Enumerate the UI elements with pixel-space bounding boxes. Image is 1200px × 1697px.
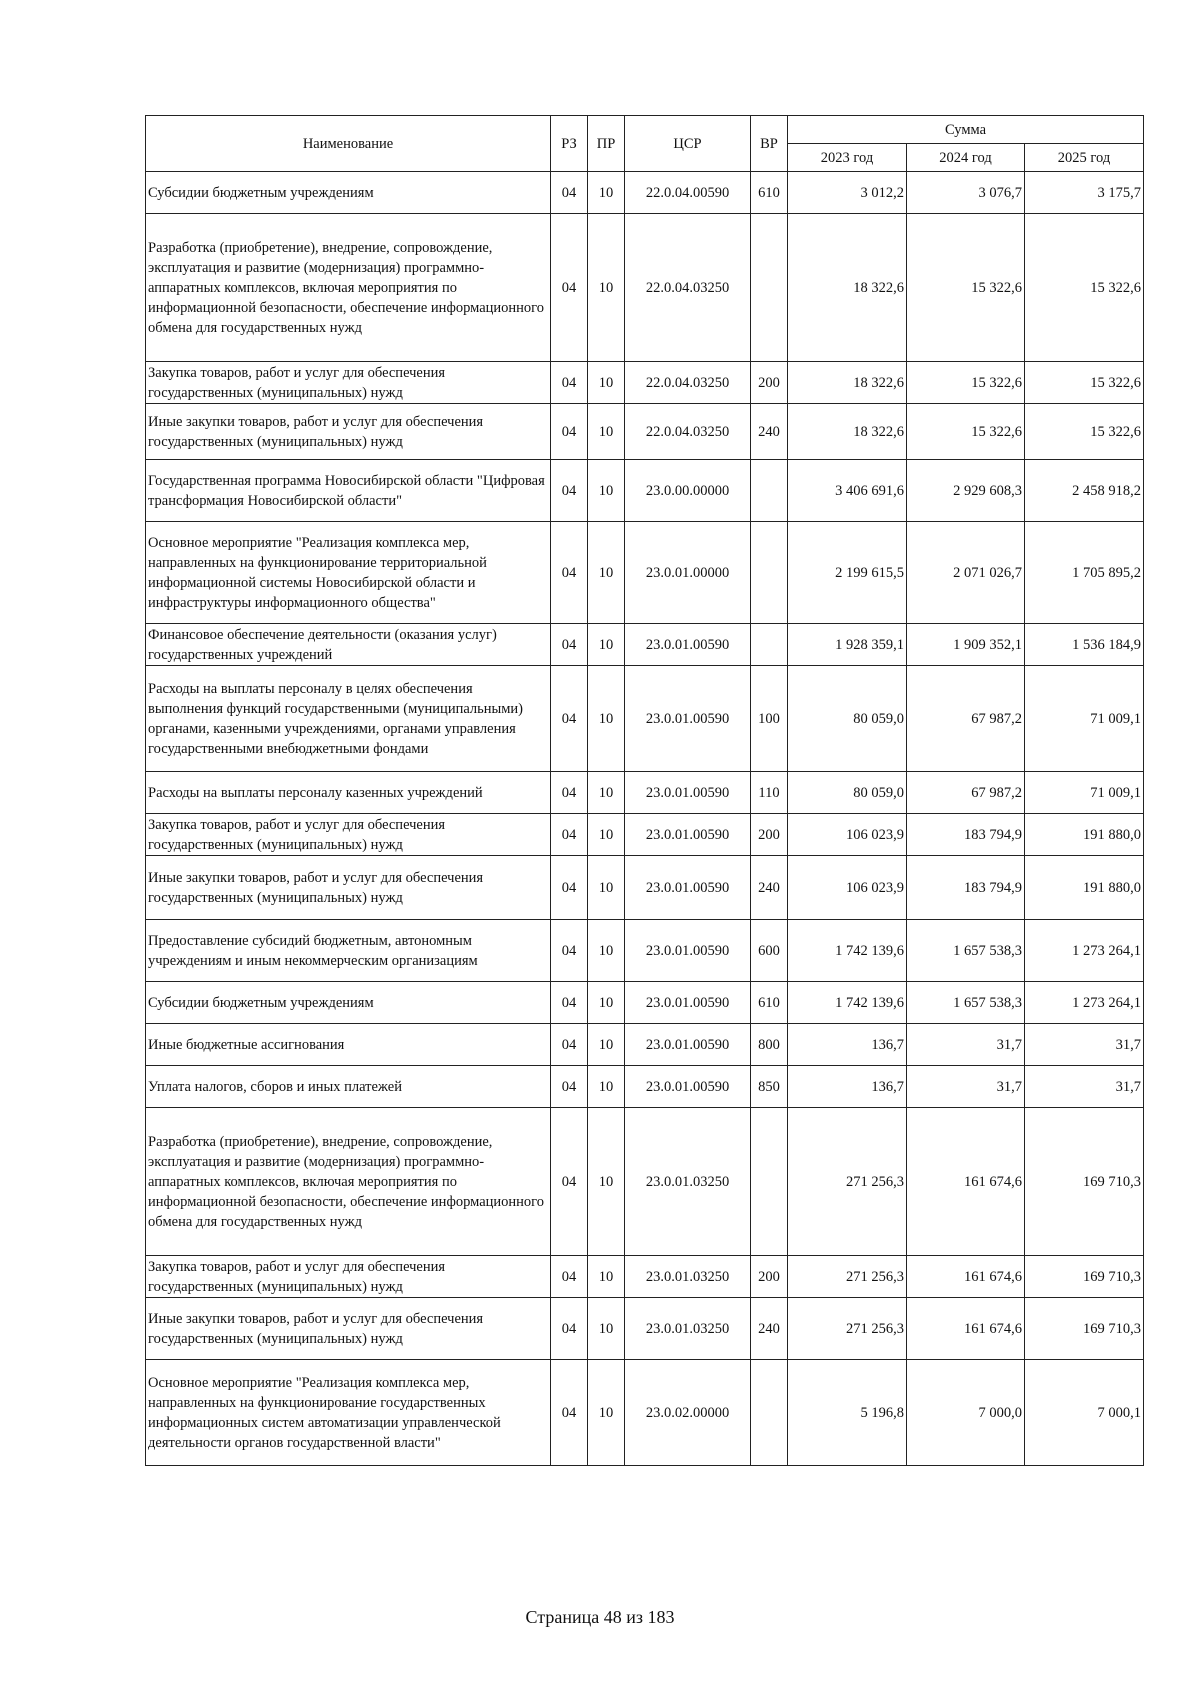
row-csr: 23.0.01.00590 [625,814,751,856]
row-vr: 200 [751,1256,788,1298]
row-name: Субсидии бюджетным учреждениям [146,172,551,214]
row-csr: 23.0.01.00590 [625,666,751,772]
row-rz: 04 [551,920,588,982]
row-rz: 04 [551,1108,588,1256]
row-pr: 10 [588,920,625,982]
row-sum-2024: 15 322,6 [907,214,1025,362]
row-sum-2025: 1 536 184,9 [1025,624,1144,666]
row-pr: 10 [588,1108,625,1256]
row-sum-2024: 1 909 352,1 [907,624,1025,666]
row-pr: 10 [588,460,625,522]
row-name: Иные закупки товаров, работ и услуг для обеспечения государственных (муниципальных) нужд [146,1298,551,1360]
row-sum-2023: 106 023,9 [788,856,907,920]
table-row [146,666,1144,772]
row-vr: 100 [751,666,788,772]
row-pr: 10 [588,982,625,1024]
row-vr [751,624,788,666]
row-sum-2023: 271 256,3 [788,1108,907,1256]
row-sum-2023: 1 742 139,6 [788,982,907,1024]
row-sum-2025: 191 880,0 [1025,856,1144,920]
page-number: Страница 48 из 183 [525,1607,675,1627]
row-sum-2023: 18 322,6 [788,214,907,362]
table-row [146,1108,1144,1256]
row-csr: 23.0.01.00590 [625,1066,751,1108]
row-vr: 850 [751,1066,788,1108]
row-sum-2023: 2 199 615,5 [788,522,907,624]
row-vr: 800 [751,1024,788,1066]
row-sum-2025: 1 273 264,1 [1025,920,1144,982]
row-sum-2024: 2 929 608,3 [907,460,1025,522]
row-sum-2024: 1 657 538,3 [907,920,1025,982]
row-sum-2023: 271 256,3 [788,1256,907,1298]
budget-table [145,115,1144,1466]
row-rz: 04 [551,362,588,404]
row-sum-2025: 191 880,0 [1025,814,1144,856]
header-pr: ПР [588,116,625,172]
row-sum-2024: 183 794,9 [907,814,1025,856]
row-sum-2023: 18 322,6 [788,404,907,460]
row-sum-2024: 161 674,6 [907,1256,1025,1298]
table-row [146,1024,1144,1066]
row-pr: 10 [588,522,625,624]
header-year-2023: 2023 год [788,144,907,172]
row-sum-2023: 1 742 139,6 [788,920,907,982]
row-csr: 23.0.01.03250 [625,1108,751,1256]
row-vr: 240 [751,1298,788,1360]
row-pr: 10 [588,1298,625,1360]
row-rz: 04 [551,214,588,362]
row-csr: 23.0.01.00590 [625,624,751,666]
row-name: Разработка (приобретение), внедрение, сопровождение, эксплуатация и развитие (модернизация) программно-аппаратных комплексов, включая мероприятия по информационной безопасности, обеспечение информационного обмена для государственных нужд [146,214,551,362]
row-sum-2023: 5 196,8 [788,1360,907,1466]
row-name: Разработка (приобретение), внедрение, сопровождение, эксплуатация и развитие (модернизация) программно-аппаратных комплексов, включая мероприятия по информационной безопасности, обеспечение информационного обмена для государственных нужд [146,1108,551,1256]
row-vr: 110 [751,772,788,814]
row-name: Иные закупки товаров, работ и услуг для обеспечения государственных (муниципальных) нужд [146,404,551,460]
row-name: Основное мероприятие "Реализация комплекса мер, направленных на функционирование государственных информационных систем автоматизации управленческой деятельности органов государственной власти" [146,1360,551,1466]
row-sum-2025: 1 705 895,2 [1025,522,1144,624]
table-row [146,1256,1144,1298]
row-vr: 240 [751,856,788,920]
row-csr: 23.0.02.00000 [625,1360,751,1466]
row-csr: 23.0.00.00000 [625,460,751,522]
table-row [146,1066,1144,1108]
header-vr: ВР [751,116,788,172]
row-sum-2024: 2 071 026,7 [907,522,1025,624]
row-rz: 04 [551,1360,588,1466]
row-vr: 240 [751,404,788,460]
row-sum-2024: 67 987,2 [907,666,1025,772]
row-name: Расходы на выплаты персоналу казенных учреждений [146,772,551,814]
table-row [146,172,1144,214]
table-row [146,1360,1144,1466]
row-csr: 22.0.04.03250 [625,362,751,404]
row-pr: 10 [588,214,625,362]
header-csr: ЦСР [625,116,751,172]
row-name: Расходы на выплаты персоналу в целях обеспечения выполнения функций государственными (муниципальными) органами, казенными учреждениями, органами управления государственными внебюджетными фондами [146,666,551,772]
header-name: Наименование [146,116,551,172]
table-row [146,214,1144,362]
header-rz: РЗ [551,116,588,172]
row-pr: 10 [588,1024,625,1066]
row-sum-2025: 2 458 918,2 [1025,460,1144,522]
row-name: Закупка товаров, работ и услуг для обеспечения государственных (муниципальных) нужд [146,362,551,404]
row-csr: 23.0.01.03250 [625,1298,751,1360]
row-sum-2025: 3 175,7 [1025,172,1144,214]
row-vr [751,460,788,522]
table-row [146,404,1144,460]
row-csr: 23.0.01.03250 [625,1256,751,1298]
row-rz: 04 [551,624,588,666]
row-pr: 10 [588,624,625,666]
row-pr: 10 [588,1256,625,1298]
row-rz: 04 [551,172,588,214]
row-csr: 22.0.04.03250 [625,214,751,362]
row-vr [751,1108,788,1256]
row-csr: 22.0.04.00590 [625,172,751,214]
row-rz: 04 [551,856,588,920]
row-name: Финансовое обеспечение деятельности (оказания услуг) государственных учреждений [146,624,551,666]
row-name: Государственная программа Новосибирской области "Цифровая трансформация Новосибирской области" [146,460,551,522]
row-pr: 10 [588,814,625,856]
row-sum-2023: 3 012,2 [788,172,907,214]
row-sum-2025: 31,7 [1025,1024,1144,1066]
row-sum-2023: 106 023,9 [788,814,907,856]
row-sum-2024: 67 987,2 [907,772,1025,814]
row-vr [751,522,788,624]
row-sum-2023: 3 406 691,6 [788,460,907,522]
row-rz: 04 [551,982,588,1024]
row-pr: 10 [588,362,625,404]
row-csr: 23.0.01.00590 [625,920,751,982]
row-rz: 04 [551,460,588,522]
row-sum-2025: 169 710,3 [1025,1298,1144,1360]
row-vr [751,1360,788,1466]
row-sum-2025: 169 710,3 [1025,1256,1144,1298]
row-sum-2024: 161 674,6 [907,1298,1025,1360]
row-sum-2023: 136,7 [788,1066,907,1108]
row-sum-2025: 1 273 264,1 [1025,982,1144,1024]
row-sum-2024: 15 322,6 [907,362,1025,404]
table-row [146,1298,1144,1360]
table-body [146,172,1144,1466]
row-sum-2025: 169 710,3 [1025,1108,1144,1256]
table-row [146,814,1144,856]
row-csr: 23.0.01.00590 [625,772,751,814]
row-name: Иные закупки товаров, работ и услуг для обеспечения государственных (муниципальных) нужд [146,856,551,920]
table-row [146,362,1144,404]
row-rz: 04 [551,1066,588,1108]
row-rz: 04 [551,522,588,624]
row-sum-2024: 31,7 [907,1066,1025,1108]
header-sum: Сумма [788,116,1144,144]
table-row [146,522,1144,624]
row-pr: 10 [588,1360,625,1466]
row-pr: 10 [588,856,625,920]
row-sum-2023: 80 059,0 [788,666,907,772]
row-pr: 10 [588,172,625,214]
row-vr: 600 [751,920,788,982]
row-csr: 23.0.01.00590 [625,856,751,920]
row-rz: 04 [551,814,588,856]
row-pr: 10 [588,772,625,814]
row-csr: 23.0.01.00590 [625,1024,751,1066]
row-sum-2024: 15 322,6 [907,404,1025,460]
header-year-2024: 2024 год [907,144,1025,172]
table-row [146,624,1144,666]
row-sum-2025: 31,7 [1025,1066,1144,1108]
row-name: Закупка товаров, работ и услуг для обеспечения государственных (муниципальных) нужд [146,814,551,856]
row-sum-2025: 15 322,6 [1025,404,1144,460]
row-name: Субсидии бюджетным учреждениям [146,982,551,1024]
row-sum-2024: 1 657 538,3 [907,982,1025,1024]
row-name: Закупка товаров, работ и услуг для обеспечения государственных (муниципальных) нужд [146,1256,551,1298]
row-sum-2025: 15 322,6 [1025,214,1144,362]
row-name: Предоставление субсидий бюджетным, автономным учреждениям и иным некоммерческим организациям [146,920,551,982]
row-rz: 04 [551,1256,588,1298]
row-name: Иные бюджетные ассигнования [146,1024,551,1066]
row-vr: 610 [751,982,788,1024]
row-pr: 10 [588,404,625,460]
row-sum-2025: 71 009,1 [1025,772,1144,814]
row-pr: 10 [588,666,625,772]
row-rz: 04 [551,1024,588,1066]
table-row [146,856,1144,920]
row-vr [751,214,788,362]
row-pr: 10 [588,1066,625,1108]
row-csr: 22.0.04.03250 [625,404,751,460]
row-rz: 04 [551,666,588,772]
row-csr: 23.0.01.00000 [625,522,751,624]
row-name: Основное мероприятие "Реализация комплекса мер, направленных на функционирование территориальной информационной системы Новосибирской области и инфраструктуры информационного общества" [146,522,551,624]
row-sum-2024: 3 076,7 [907,172,1025,214]
table-row [146,982,1144,1024]
row-name: Уплата налогов, сборов и иных платежей [146,1066,551,1108]
row-vr: 200 [751,814,788,856]
row-rz: 04 [551,772,588,814]
row-csr: 23.0.01.00590 [625,982,751,1024]
row-sum-2024: 161 674,6 [907,1108,1025,1256]
table-row [146,920,1144,982]
row-rz: 04 [551,404,588,460]
row-sum-2023: 80 059,0 [788,772,907,814]
row-sum-2023: 136,7 [788,1024,907,1066]
header-year-2025: 2025 год [1025,144,1144,172]
row-sum-2024: 31,7 [907,1024,1025,1066]
table-row [146,772,1144,814]
row-sum-2023: 18 322,6 [788,362,907,404]
row-vr: 610 [751,172,788,214]
row-vr: 200 [751,362,788,404]
row-sum-2024: 7 000,0 [907,1360,1025,1466]
row-sum-2024: 183 794,9 [907,856,1025,920]
row-sum-2025: 71 009,1 [1025,666,1144,772]
row-sum-2025: 15 322,6 [1025,362,1144,404]
row-sum-2025: 7 000,1 [1025,1360,1144,1466]
table-row [146,460,1144,522]
row-rz: 04 [551,1298,588,1360]
row-sum-2023: 1 928 359,1 [788,624,907,666]
row-sum-2023: 271 256,3 [788,1298,907,1360]
